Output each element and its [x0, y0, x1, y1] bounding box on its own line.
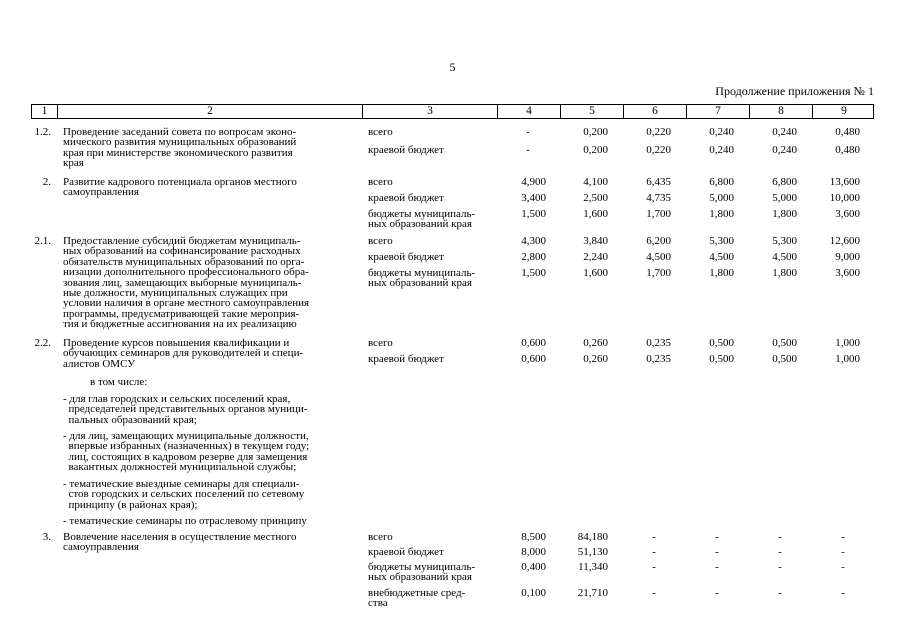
value-cell: 0,200	[583, 126, 608, 138]
value-cell: 4,300	[521, 235, 546, 247]
value-cell: -	[526, 144, 530, 156]
value-cell: 1,800	[772, 208, 797, 220]
value-cell: 9,000	[835, 251, 860, 263]
value-cell: -	[778, 587, 782, 599]
row-number: 3.	[42, 531, 51, 543]
value-cell: 0,240	[772, 144, 797, 156]
funding-source: краевой бюджет	[368, 144, 444, 156]
value-cell: -	[841, 587, 845, 599]
value-cell: 1,500	[521, 267, 546, 279]
value-cell: -	[715, 587, 719, 599]
row-number: 2.2.	[34, 337, 51, 349]
funding-source: краевой бюджет	[368, 251, 444, 263]
value-cell: 13,600	[829, 176, 860, 188]
value-cell: 0,500	[709, 337, 734, 349]
value-cell: 2,500	[583, 192, 608, 204]
value-cell: -	[526, 126, 530, 138]
funding-source: краевой бюджет	[368, 192, 444, 204]
value-cell: -	[778, 546, 782, 558]
value-cell: 0,260	[583, 353, 608, 365]
value-cell: -	[841, 546, 845, 558]
value-cell: 0,240	[709, 126, 734, 138]
value-cell: 0,240	[709, 144, 734, 156]
funding-source: краевой бюджет	[368, 353, 444, 365]
value-cell: 3,400	[521, 192, 546, 204]
value-cell: 4,100	[583, 176, 608, 188]
value-cell: 1,800	[709, 267, 734, 279]
value-cell: 1,600	[583, 267, 608, 279]
value-cell: -	[841, 561, 845, 573]
sub-item: - тематические выездные семинары для специали- стов городских и сельских поселений по сетевому принципу (в районах края);	[63, 478, 305, 511]
value-cell: 1,500	[521, 208, 546, 220]
value-cell: 0,500	[709, 353, 734, 365]
funding-source: бюджеты муниципаль- ных образований края	[368, 561, 476, 584]
row-description: Проведение заседаний совета по вопросам эконо- мического развития муниципальных образований края при министерстве экономического развития края	[63, 126, 297, 170]
value-cell: 6,200	[646, 235, 671, 247]
value-cell: -	[652, 561, 656, 573]
value-cell: -	[778, 531, 782, 543]
sub-item: - тематические семинары по отраслевому принципу	[63, 515, 307, 527]
value-cell: -	[652, 531, 656, 543]
value-cell: 1,700	[646, 267, 671, 279]
row-description: Проведение курсов повышения квалификации и обучающих семинаров для руководителей и специ- алистов ОМСУ	[63, 337, 304, 370]
value-cell: 1,000	[835, 353, 860, 365]
value-cell: -	[652, 587, 656, 599]
value-cell: 4,735	[646, 192, 671, 204]
funding-source: всего	[368, 126, 393, 138]
row-description: Развитие кадрового потенциала органов местного самоуправления	[63, 176, 297, 199]
value-cell: 5,300	[709, 235, 734, 247]
value-cell: 0,200	[583, 144, 608, 156]
value-cell: 1,700	[646, 208, 671, 220]
funding-source: всего	[368, 337, 393, 349]
sub-item: - для глав городских и сельских поселений края, председателей представительных органов муници- пальных образований края;	[63, 393, 308, 426]
header-col-2: 2	[58, 105, 363, 118]
value-cell: 5,300	[772, 235, 797, 247]
funding-source: всего	[368, 235, 393, 247]
value-cell: 0,235	[646, 353, 671, 365]
value-cell: 0,480	[835, 126, 860, 138]
value-cell: 2,800	[521, 251, 546, 263]
value-cell: 51,130	[577, 546, 608, 558]
funding-source: бюджеты муниципаль- ных образований края	[368, 208, 476, 231]
header-col-8: 8	[750, 105, 813, 118]
value-cell: 3,600	[835, 267, 860, 279]
value-cell: 0,600	[521, 353, 546, 365]
header-col-9: 9	[841, 105, 847, 117]
value-cell: 6,800	[772, 176, 797, 188]
row-description: Предоставление субсидий бюджетам муниципаль- ных образований на софинансирование расходных обязательств муниципальных образований по орга- низации дополнительного профессионального обра- зования лиц, замещающих выборные муниципаль- ные должности, муниципальных служащих при условии наличия в органе местного самоуправления программы, предусматривающей такие мероприя- тия и бюджетные ассигнования на их реализацию	[63, 235, 310, 331]
header-col-6: 6	[624, 105, 687, 118]
value-cell: 0,600	[521, 337, 546, 349]
table-header	[31, 104, 874, 119]
row-number: 1.2.	[34, 126, 51, 138]
value-cell: 1,600	[583, 208, 608, 220]
header-col-3: 3	[363, 105, 498, 118]
value-cell: 4,900	[521, 176, 546, 188]
value-cell: 84,180	[577, 531, 608, 543]
value-cell: 0,235	[646, 337, 671, 349]
value-cell: 0,500	[772, 337, 797, 349]
value-cell: 1,800	[709, 208, 734, 220]
value-cell: 10,000	[829, 192, 860, 204]
header-col-7: 7	[687, 105, 750, 118]
value-cell: 5,000	[772, 192, 797, 204]
header-col-5: 5	[561, 105, 624, 118]
value-cell: 0,400	[521, 561, 546, 573]
sub-item: в том числе:	[90, 376, 148, 388]
row-description: Вовлечение населения в осуществление местного самоуправления	[63, 531, 297, 554]
value-cell: 0,480	[835, 144, 860, 156]
value-cell: 3,840	[583, 235, 608, 247]
header-col-4: 4	[498, 105, 561, 118]
page-number: 5	[449, 60, 456, 74]
header-col-1: 1	[32, 105, 58, 118]
value-cell: 6,435	[646, 176, 671, 188]
value-cell: 8,000	[521, 546, 546, 558]
value-cell: 0,220	[646, 144, 671, 156]
value-cell: 8,500	[521, 531, 546, 543]
funding-source: бюджеты муниципаль- ных образований края	[368, 267, 476, 290]
value-cell: 4,500	[709, 251, 734, 263]
value-cell: 4,500	[646, 251, 671, 263]
value-cell: -	[715, 531, 719, 543]
funding-source: внебюджетные сред- ства	[368, 587, 466, 610]
continuation-title: Продолжение приложения № 1	[715, 84, 874, 98]
sub-item: - для лиц, замещающих муниципальные должности, впервые избранных (назначенных) в текущем году; лиц, состоящих в кадровом резерве для замещения вакантных должностей муниципальной службы;	[63, 430, 310, 474]
value-cell: 11,340	[578, 561, 608, 573]
value-cell: 0,260	[583, 337, 608, 349]
value-cell: 0,240	[772, 126, 797, 138]
value-cell: -	[715, 561, 719, 573]
value-cell: -	[778, 561, 782, 573]
row-number: 2.	[42, 176, 51, 188]
value-cell: 1,800	[772, 267, 797, 279]
value-cell: 2,240	[583, 251, 608, 263]
value-cell: 5,000	[709, 192, 734, 204]
value-cell: 21,710	[577, 587, 608, 599]
value-cell: 0,220	[646, 126, 671, 138]
value-cell: -	[715, 546, 719, 558]
value-cell: 1,000	[835, 337, 860, 349]
value-cell: -	[652, 546, 656, 558]
value-cell: 0,100	[521, 587, 546, 599]
value-cell: 4,500	[772, 251, 797, 263]
funding-source: всего	[368, 531, 393, 543]
funding-source: краевой бюджет	[368, 546, 444, 558]
value-cell: 3,600	[835, 208, 860, 220]
funding-source: всего	[368, 176, 393, 188]
value-cell: -	[841, 531, 845, 543]
row-number: 2.1.	[34, 235, 51, 247]
value-cell: 12,600	[829, 235, 860, 247]
value-cell: 0,500	[772, 353, 797, 365]
value-cell: 6,800	[709, 176, 734, 188]
